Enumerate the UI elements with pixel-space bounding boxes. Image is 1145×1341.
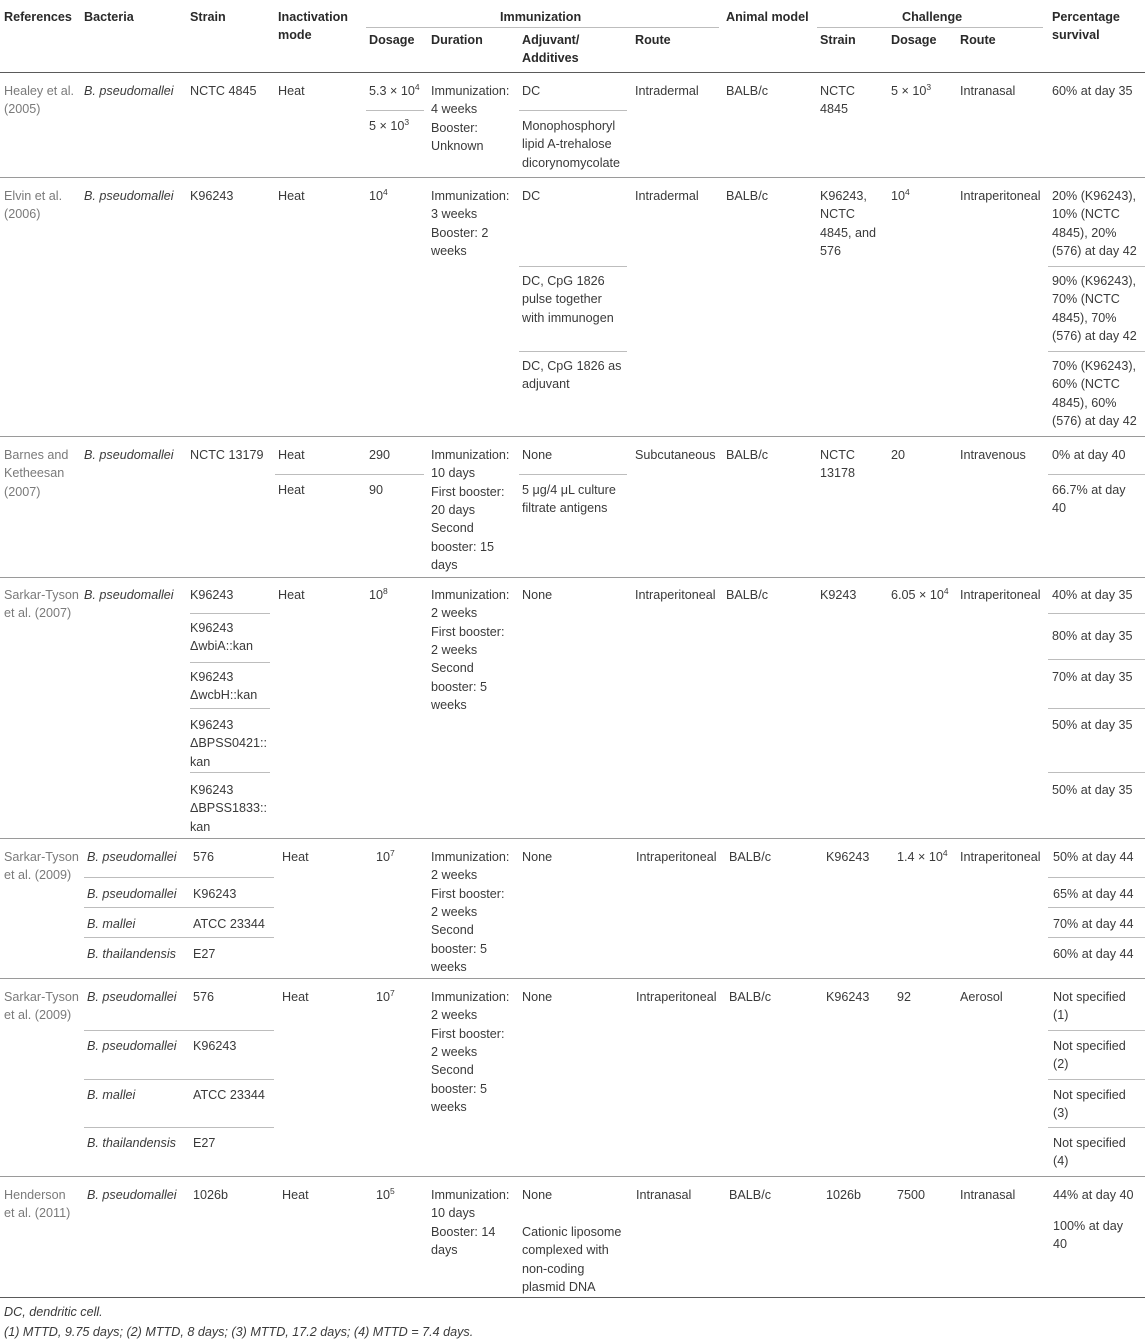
- footnote-mttd: (1) MTTD, 9.75 days; (2) MTTD, 8 days; (3) MTTD, 17.2 days; (4) MTTD = 7.4 days.: [4, 1325, 474, 1339]
- row-1-strain: NCTC 4845: [190, 84, 257, 98]
- row-5-sub-rule: [84, 937, 274, 938]
- row-2-sub-rule: [519, 266, 627, 267]
- row-5-route: Intraperitoneal: [636, 850, 717, 864]
- row-2-inactivation: Heat: [278, 189, 305, 203]
- header-bacteria: Bacteria: [84, 10, 134, 24]
- row-1-reference: (2005): [4, 102, 41, 117]
- row-5-survival: 50% at day 44: [1053, 850, 1134, 864]
- row-4-challenge-strain: K9243: [820, 588, 857, 602]
- row-6-sub-rule: [84, 1127, 274, 1128]
- row-4-sub-rule: [1048, 772, 1145, 773]
- row-3-duration: First booster:: [431, 484, 505, 499]
- row-3-adjuvant: None: [522, 448, 553, 462]
- row-1-sub-rule: [366, 110, 424, 111]
- row-1-challenge-dosage: $5 \times 10^3$: [891, 82, 932, 98]
- row-4-strain: ΔwcbH::kan: [190, 688, 258, 703]
- row-5-sub-rule: [84, 877, 274, 878]
- row-1-duration: Immunization:: [431, 84, 510, 98]
- row-5-survival: 60% at day 44: [1053, 947, 1134, 961]
- header-duration: Duration: [431, 33, 483, 47]
- row-2-adjuvant: DC, CpG 1826: [522, 274, 605, 288]
- row-3-inactivation: Heat: [278, 483, 305, 497]
- row-4-duration: Immunization:: [431, 588, 510, 602]
- row-2-survival: 70% (K96243),: [1052, 359, 1137, 373]
- row-2-duration: Booster: 2: [431, 225, 489, 240]
- row-1-adjuvant: DC: [522, 84, 541, 98]
- row-5-reference: Sarkar-Tyson: [4, 850, 79, 864]
- row-7-adjuvant: complexed with: [522, 1243, 609, 1258]
- row-7-duration: 10 days: [431, 1206, 476, 1221]
- row-6-survival: (2): [1053, 1057, 1069, 1072]
- row-3-route: Subcutaneous: [635, 448, 716, 462]
- row-1-adjuvant: dicorynomycolate: [522, 155, 620, 170]
- row-2-survival: 4845), 70%: [1052, 310, 1117, 325]
- row-6-strain: K96243: [193, 1039, 237, 1053]
- row-2-adjuvant: pulse together: [522, 292, 602, 307]
- row-1-route: Intradermal: [635, 84, 699, 98]
- header-challenge-strain: Strain: [820, 33, 856, 47]
- row-6-duration: Immunization:: [431, 990, 510, 1004]
- row-5-sub-rule: [1048, 937, 1145, 938]
- row-7-survival: 44% at day 40: [1053, 1188, 1134, 1202]
- row-5-sub-rule: [1048, 877, 1145, 878]
- header-dosage: Dosage: [369, 33, 415, 47]
- row-6-sub-rule: [84, 1030, 274, 1031]
- row-7-duration: Immunization:: [431, 1188, 510, 1202]
- row-6-duration: 2 weeks: [431, 1008, 478, 1023]
- row-4-strain: kan: [190, 819, 211, 834]
- row-6-bacteria: B. pseudomallei: [87, 990, 177, 1004]
- row-4-survival: 50% at day 35: [1052, 718, 1133, 732]
- header-survival: survival: [1052, 28, 1100, 43]
- row-4-animal-model: BALB/c: [726, 588, 768, 602]
- row-4-survival: 40% at day 35: [1052, 588, 1133, 602]
- row-4-sub-rule: [1048, 659, 1145, 660]
- row-6-duration: Second: [431, 1063, 474, 1078]
- row-1-challenge-strain: NCTC: [820, 84, 855, 98]
- row-4-strain: K96243: [190, 588, 234, 602]
- row-4-strain: ΔBPSS0421::: [190, 736, 268, 751]
- row-5-strain: ATCC 23344: [193, 917, 265, 931]
- row-2-survival: 4845), 20%: [1052, 225, 1117, 240]
- row-2-duration: Immunization:: [431, 189, 510, 203]
- row-4-duration: weeks: [431, 697, 467, 712]
- row-5-duration: booster: 5: [431, 941, 488, 956]
- row-2-challenge-strain: K96243,: [820, 189, 867, 203]
- row-5-sub-rule: [1048, 907, 1145, 908]
- row-7-adjuvant: plasmid DNA: [522, 1279, 596, 1294]
- row-2-challenge-route: Intraperitoneal: [960, 189, 1041, 203]
- header-challenge-dosage: Dosage: [891, 33, 937, 47]
- row-2-challenge-dosage: $10^4$: [891, 187, 910, 203]
- row-2-duration: weeks: [431, 243, 467, 258]
- row-2-reference: Elvin et al.: [4, 189, 63, 203]
- row-5-reference: et al. (2009): [4, 868, 72, 883]
- row-6-sub-rule: [1048, 1030, 1145, 1031]
- row-6-reference: Sarkar-Tyson: [4, 990, 79, 1004]
- row-2-survival: (576) at day 42: [1052, 328, 1137, 343]
- row-3-duration: booster: 15: [431, 539, 495, 554]
- row-3-adjuvant: 5 μg/4 μL culture: [522, 483, 616, 497]
- row-2-strain: K96243: [190, 189, 234, 203]
- row-6-duration: First booster:: [431, 1026, 505, 1041]
- row-2-adjuvant: DC, CpG 1826 as: [522, 359, 622, 373]
- row-3-sub-rule: [519, 474, 627, 475]
- row-5-strain: 576: [193, 850, 215, 864]
- row-4-challenge-route: Intraperitoneal: [960, 588, 1041, 602]
- header-immunization-rule: [366, 27, 719, 28]
- row-3-adjuvant: filtrate antigens: [522, 501, 608, 516]
- row-1-adjuvant: Monophosphoryl: [522, 119, 616, 133]
- row-2-challenge-strain: 4845, and: [820, 225, 877, 240]
- row-2-survival: 20% (K96243),: [1052, 189, 1137, 203]
- row-2-route: Intradermal: [635, 189, 699, 203]
- row-3-animal-model: BALB/c: [726, 448, 768, 462]
- row-7-challenge-strain: 1026b: [826, 1188, 862, 1202]
- row-4-survival: 80% at day 35: [1052, 629, 1133, 643]
- row-4-duration: 2 weeks: [431, 606, 478, 621]
- header-challenge: Challenge: [902, 10, 963, 24]
- row-2-sub-rule: [519, 351, 627, 352]
- row-3-duration: Second: [431, 521, 474, 536]
- row-5-inactivation: Heat: [282, 850, 309, 864]
- row-7-adjuvant: None: [522, 1188, 553, 1202]
- header-adjuvant: Additives: [522, 51, 579, 66]
- row-4-strain: K96243: [190, 783, 234, 797]
- row-5-adjuvant: None: [522, 850, 553, 864]
- row-4-strain: K96243: [190, 718, 234, 732]
- row-6-sub-rule: [84, 1079, 274, 1080]
- row-5-duration: Second: [431, 923, 474, 938]
- row-2-survival: 90% (K96243),: [1052, 274, 1137, 288]
- row-4-separator: [0, 838, 1145, 839]
- row-1-duration: 4 weeks: [431, 102, 478, 117]
- row-2-adjuvant: adjuvant: [522, 377, 570, 392]
- row-5-duration: First booster:: [431, 886, 505, 901]
- row-3-challenge-strain: 13178: [820, 466, 856, 481]
- row-3-separator: [0, 577, 1145, 578]
- row-3-duration: 10 days: [431, 466, 476, 481]
- row-5-dosage: $10^7$: [376, 848, 395, 864]
- row-2-challenge-strain: 576: [820, 243, 842, 258]
- row-3-dosage: 90: [369, 483, 384, 497]
- row-6-separator: [0, 1176, 1145, 1177]
- row-7-route: Intranasal: [636, 1188, 692, 1202]
- row-7-dosage: $10^5$: [376, 1186, 395, 1202]
- row-6-survival: Not specified: [1053, 990, 1126, 1004]
- row-5-sub-rule: [84, 907, 274, 908]
- row-7-separator: [0, 1297, 1145, 1298]
- row-1-animal-model: BALB/c: [726, 84, 768, 98]
- row-4-duration: 2 weeks: [431, 642, 478, 657]
- row-6-strain: E27: [193, 1136, 216, 1150]
- row-6-survival: (3): [1053, 1106, 1069, 1121]
- row-3-dosage: 290: [369, 448, 391, 462]
- row-3-challenge-route: Intravenous: [960, 448, 1026, 462]
- row-4-strain: kan: [190, 754, 211, 769]
- row-6-duration: booster: 5: [431, 1081, 488, 1096]
- row-4-sub-rule: [190, 613, 270, 614]
- row-4-sub-rule: [190, 772, 270, 773]
- row-7-bacteria: B. pseudomallei: [87, 1188, 177, 1202]
- row-6-duration: 2 weeks: [431, 1044, 478, 1059]
- header-challenge-rule: [817, 27, 1043, 28]
- row-6-challenge-dosage: 92: [897, 990, 912, 1004]
- row-7-duration: Booster: 14: [431, 1224, 496, 1239]
- row-6-route: Intraperitoneal: [636, 990, 717, 1004]
- row-2-bacteria: B. pseudomallei: [84, 189, 174, 203]
- row-4-strain: K96243: [190, 621, 234, 635]
- row-3-survival: 66.7% at day: [1052, 483, 1126, 497]
- row-5-survival: 70% at day 44: [1053, 917, 1134, 931]
- row-2-sub-rule: [1048, 266, 1145, 267]
- row-6-duration: weeks: [431, 1099, 467, 1114]
- row-6-bacteria: B. mallei: [87, 1088, 136, 1102]
- row-3-survival: 40: [1052, 501, 1067, 516]
- row-3-sub-rule: [275, 474, 424, 475]
- header-route: Route: [635, 33, 671, 47]
- row-7-duration: days: [431, 1242, 458, 1257]
- row-3-strain: NCTC 13179: [190, 448, 264, 462]
- header-references: References: [4, 10, 72, 24]
- row-3-reference: Ketheesan: [4, 466, 65, 481]
- row-4-duration: booster: 5: [431, 679, 488, 694]
- row-4-dosage: $10^8$: [369, 586, 388, 602]
- row-6-survival: Not specified: [1053, 1088, 1126, 1102]
- row-3-inactivation: Heat: [278, 448, 305, 462]
- row-1-dosage: $5.3 \times 10^4$: [369, 82, 420, 98]
- row-7-reference: et al. (2011): [4, 1206, 71, 1221]
- row-1-reference: Healey et al.: [4, 84, 75, 98]
- row-1-inactivation: Heat: [278, 84, 305, 98]
- row-3-reference: (2007): [4, 484, 41, 499]
- row-2-challenge-strain: NCTC: [820, 207, 855, 222]
- row-4-challenge-dosage: $6.05 \times 10^4$: [891, 586, 949, 602]
- row-5-challenge-route: Intraperitoneal: [960, 850, 1041, 864]
- row-1-adjuvant: lipid A-trehalose: [522, 137, 612, 152]
- row-7-survival: 100% at day: [1053, 1219, 1124, 1233]
- row-2-adjuvant: with immunogen: [522, 310, 614, 325]
- row-5-duration: 2 weeks: [431, 904, 478, 919]
- row-2-dosage: $10^4$: [369, 187, 388, 203]
- row-6-strain: ATCC 23344: [193, 1088, 265, 1102]
- row-5-duration: 2 weeks: [431, 868, 478, 883]
- row-4-sub-rule: [1048, 708, 1145, 709]
- row-4-inactivation: Heat: [278, 588, 305, 602]
- row-4-duration: Second: [431, 661, 474, 676]
- row-5-strain: K96243: [193, 887, 237, 901]
- row-6-sub-rule: [1048, 1127, 1145, 1128]
- row-4-duration: First booster:: [431, 624, 505, 639]
- row-2-separator: [0, 436, 1145, 437]
- row-5-strain: E27: [193, 947, 216, 961]
- header-bottom-rule: [0, 72, 1145, 73]
- row-6-adjuvant: None: [522, 990, 553, 1004]
- row-6-reference: et al. (2009): [4, 1008, 72, 1023]
- row-4-bacteria: B. pseudomallei: [84, 588, 174, 602]
- row-7-strain: 1026b: [193, 1188, 229, 1202]
- row-4-sub-rule: [190, 662, 270, 663]
- row-2-survival: (576) at day 42: [1052, 243, 1137, 258]
- header-challenge-route: Route: [960, 33, 996, 47]
- row-5-bacteria: B. thailandensis: [87, 947, 176, 961]
- row-3-duration: Immunization:: [431, 448, 510, 462]
- row-4-sub-rule: [190, 708, 270, 709]
- row-7-inactivation: Heat: [282, 1188, 309, 1202]
- row-3-reference: Barnes and: [4, 448, 69, 462]
- row-3-challenge-dosage: 20: [891, 448, 906, 462]
- header-animal-model: Animal model: [726, 10, 809, 24]
- row-6-animal-model: BALB/c: [729, 990, 771, 1004]
- row-5-bacteria: B. pseudomallei: [87, 850, 177, 864]
- row-6-challenge-route: Aerosol: [960, 990, 1003, 1004]
- row-1-sub-rule: [519, 110, 627, 111]
- row-2-adjuvant: DC: [522, 189, 541, 203]
- row-3-survival: 0% at day 40: [1052, 448, 1126, 462]
- row-4-adjuvant: None: [522, 588, 553, 602]
- header-inactivation: mode: [278, 28, 312, 43]
- footnote-abbreviation: DC, dendritic cell.: [4, 1305, 103, 1319]
- row-7-adjuvant: Cationic liposome: [522, 1225, 622, 1239]
- row-6-strain: 576: [193, 990, 215, 1004]
- row-7-reference: Henderson: [4, 1188, 66, 1202]
- row-2-survival: 60% (NCTC: [1052, 377, 1120, 392]
- row-6-sub-rule: [1048, 1079, 1145, 1080]
- row-6-bacteria: B. pseudomallei: [87, 1039, 177, 1053]
- row-2-survival: (576) at day 42: [1052, 413, 1137, 428]
- row-5-survival: 65% at day 44: [1053, 887, 1134, 901]
- row-5-animal-model: BALB/c: [729, 850, 771, 864]
- row-7-challenge-route: Intranasal: [960, 1188, 1016, 1202]
- row-7-animal-model: BALB/c: [729, 1188, 771, 1202]
- row-3-sub-rule: [1048, 474, 1145, 475]
- row-6-survival: Not specified: [1053, 1136, 1126, 1150]
- row-6-survival: (1): [1053, 1008, 1069, 1023]
- row-3-duration: 20 days: [431, 502, 476, 517]
- row-4-reference: Sarkar-Tyson: [4, 588, 79, 602]
- header-adjuvant: Adjuvant/: [522, 33, 580, 47]
- row-4-survival: 70% at day 35: [1052, 670, 1133, 684]
- row-4-strain: ΔwbiA::kan: [190, 639, 254, 654]
- row-2-reference: (2006): [4, 207, 41, 222]
- row-3-challenge-strain: NCTC: [820, 448, 855, 462]
- row-4-sub-rule: [1048, 613, 1145, 614]
- row-1-dosage: $5 \times 10^3$: [369, 117, 410, 133]
- row-7-challenge-dosage: 7500: [897, 1188, 926, 1202]
- row-2-survival: 10% (NCTC: [1052, 207, 1120, 222]
- row-7-survival: 40: [1053, 1237, 1068, 1252]
- row-1-duration: Unknown: [431, 138, 484, 153]
- row-3-duration: days: [431, 557, 458, 572]
- row-1-challenge-route: Intranasal: [960, 84, 1016, 98]
- row-2-duration: 3 weeks: [431, 207, 478, 222]
- row-6-challenge-strain: K96243: [826, 990, 870, 1004]
- row-6-survival: (4): [1053, 1154, 1069, 1169]
- row-4-strain: K96243: [190, 670, 234, 684]
- header-strain: Strain: [190, 10, 226, 24]
- row-6-inactivation: Heat: [282, 990, 309, 1004]
- header-survival: Percentage: [1052, 10, 1120, 24]
- row-1-challenge-strain: 4845: [820, 102, 849, 117]
- row-2-survival: 4845), 60%: [1052, 395, 1117, 410]
- row-6-dosage: $10^7$: [376, 988, 395, 1004]
- row-1-bacteria: B. pseudomallei: [84, 84, 174, 98]
- row-5-duration: Immunization:: [431, 850, 510, 864]
- row-4-strain: ΔBPSS1833::: [190, 801, 268, 816]
- row-5-challenge-strain: K96243: [826, 850, 870, 864]
- row-7-adjuvant: non-coding: [522, 1261, 585, 1276]
- row-1-survival: 60% at day 35: [1052, 84, 1133, 98]
- row-5-separator: [0, 978, 1145, 979]
- row-2-sub-rule: [1048, 351, 1145, 352]
- row-2-animal-model: BALB/c: [726, 189, 768, 203]
- row-5-bacteria: B. mallei: [87, 917, 136, 931]
- row-6-survival: Not specified: [1053, 1039, 1126, 1053]
- row-1-duration: Booster:: [431, 120, 478, 135]
- row-5-duration: weeks: [431, 959, 467, 974]
- row-2-survival: 70% (NCTC: [1052, 292, 1120, 307]
- header-inactivation: Inactivation: [278, 10, 348, 24]
- row-4-survival: 50% at day 35: [1052, 783, 1133, 797]
- row-3-bacteria: B. pseudomallei: [84, 448, 174, 462]
- header-immunization: Immunization: [500, 10, 582, 24]
- row-4-reference: et al. (2007): [4, 606, 72, 621]
- row-5-bacteria: B. pseudomallei: [87, 887, 177, 901]
- row-5-challenge-dosage: $1.4 \times 10^4$: [897, 848, 948, 864]
- row-1-separator: [0, 177, 1145, 178]
- row-6-bacteria: B. thailandensis: [87, 1136, 176, 1150]
- row-4-route: Intraperitoneal: [635, 588, 716, 602]
